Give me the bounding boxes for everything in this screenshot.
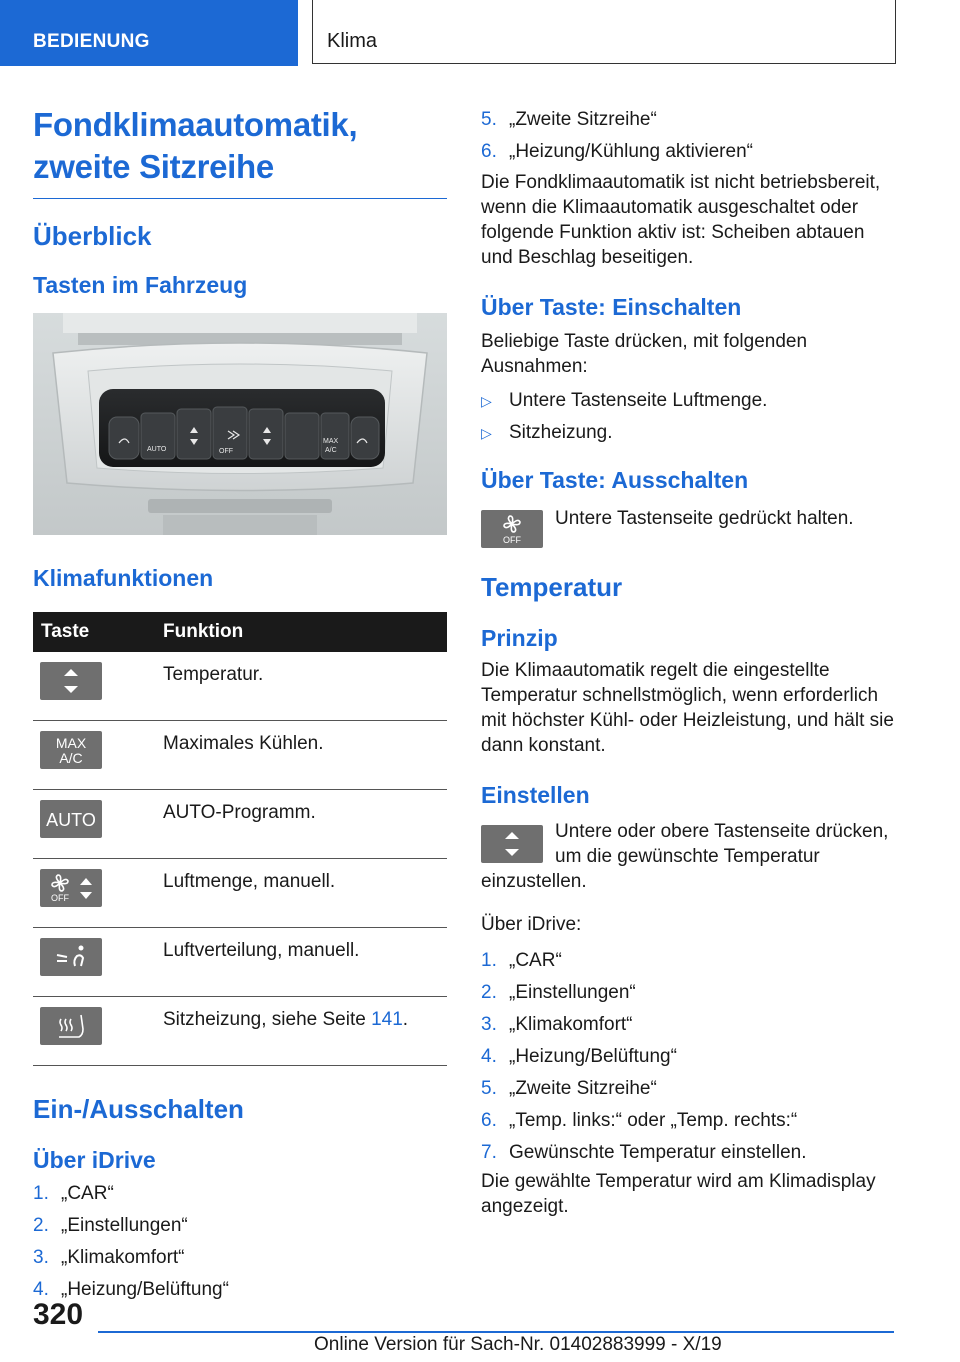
list-item bbox=[481, 417, 901, 449]
off-heading: Über Taste: Ausschalten bbox=[481, 467, 749, 493]
idrive-steps-list bbox=[33, 1178, 447, 1306]
ac-label: A/C bbox=[59, 750, 83, 766]
list-item bbox=[481, 104, 901, 136]
step-number: 6. bbox=[481, 1110, 497, 1131]
col-function-header: Funktion bbox=[163, 612, 447, 652]
temperature-arrows-icon bbox=[481, 825, 543, 863]
step-number: 6. bbox=[481, 141, 497, 162]
col-key-header: Taste bbox=[33, 612, 163, 652]
page-number: 320 bbox=[33, 1298, 84, 1331]
table-header-row bbox=[33, 612, 447, 652]
table-row bbox=[33, 928, 447, 997]
principle-heading: Prinzip bbox=[481, 625, 558, 651]
step-number: 3. bbox=[481, 1014, 497, 1035]
temperature-heading: Temperatur bbox=[481, 572, 623, 602]
off-label: OFF bbox=[51, 893, 69, 903]
function-text: AUTO-Programm. bbox=[163, 802, 316, 823]
fan-off-icon bbox=[481, 510, 543, 548]
page-title-line1: Fondklimaautomatik, bbox=[33, 106, 358, 143]
step-number: 4. bbox=[33, 1279, 49, 1300]
step-number: 3. bbox=[33, 1247, 49, 1268]
principle-paragraph: Die Klimaautomatik regelt die eingestellte Temperatur schnellstmöglich, wenn erforderlich mit höchster Kühl- oder Heizleistung, und hält sie dann konstant. bbox=[481, 660, 894, 756]
via-idrive-label: Über iDrive: bbox=[481, 914, 582, 935]
table-row bbox=[33, 721, 447, 790]
list-item bbox=[481, 945, 901, 977]
seat-heating-icon bbox=[40, 1007, 102, 1045]
adjust-instruction bbox=[481, 819, 901, 894]
step-text: „CAR“ bbox=[509, 950, 562, 971]
auto-label: AUTO bbox=[46, 810, 96, 830]
idrive-steps-continued bbox=[481, 104, 901, 168]
list-item bbox=[481, 1137, 901, 1169]
step-text: „Klimakomfort“ bbox=[509, 1014, 633, 1035]
step-number: 1. bbox=[33, 1183, 49, 1204]
list-item bbox=[481, 1041, 901, 1073]
step-text: „Heizung/Kühlung aktivieren“ bbox=[509, 141, 753, 162]
bullet-triangle-icon: ▷ bbox=[481, 425, 492, 441]
adjust-steps-list bbox=[481, 945, 901, 1169]
list-item bbox=[481, 1009, 901, 1041]
idrive-heading: Über iDrive bbox=[33, 1147, 156, 1173]
climate-functions-table bbox=[33, 612, 447, 1066]
page-title-line2: zweite Sitzreihe bbox=[33, 148, 274, 185]
list-item bbox=[481, 1105, 901, 1137]
page-title bbox=[33, 104, 447, 199]
temperature-arrows-icon bbox=[40, 662, 102, 700]
off-label: OFF bbox=[503, 535, 521, 545]
list-item bbox=[33, 1242, 447, 1274]
list-item bbox=[33, 1210, 447, 1242]
function-text: Maximales Kühlen. bbox=[163, 733, 324, 754]
rear-climate-panel-photo bbox=[33, 313, 447, 535]
seat-heating-text: Sitzheizung, siehe Seite bbox=[163, 1009, 372, 1030]
adjust-paragraph: Untere oder obere Tastenseite drücken, um die gewünschte Temperatur einzustellen. bbox=[481, 821, 889, 892]
table-row bbox=[33, 790, 447, 859]
function-text: Luftmenge, manuell. bbox=[163, 871, 336, 892]
step-number: 2. bbox=[33, 1215, 49, 1236]
on-heading: Über Taste: Einschalten bbox=[481, 294, 742, 320]
step-text: „Zweite Sitzreihe“ bbox=[509, 109, 657, 130]
list-item bbox=[481, 977, 901, 1009]
bullet-text: Sitzheizung. bbox=[509, 422, 613, 443]
overview-heading: Überblick bbox=[33, 221, 152, 251]
table-row bbox=[33, 859, 447, 928]
on-paragraph: Beliebige Taste drücken, mit folgenden Ausnahmen: bbox=[481, 331, 808, 377]
right-column bbox=[481, 104, 901, 1219]
step-text: „Klimakomfort“ bbox=[61, 1247, 185, 1268]
section-tab[interactable]: BEDIENUNG bbox=[0, 0, 298, 66]
fan-off-icon bbox=[40, 869, 102, 907]
buttons-heading: Tasten im Fahrzeug bbox=[33, 272, 248, 298]
off-paragraph: Untere Tastenseite gedrückt halten. bbox=[555, 508, 854, 529]
bullet-triangle-icon: ▷ bbox=[481, 393, 492, 409]
panel-auto-label: AUTO bbox=[147, 446, 167, 453]
list-item bbox=[33, 1274, 447, 1306]
exceptions-list bbox=[481, 385, 901, 449]
step-text: „Heizung/Belüftung“ bbox=[61, 1279, 229, 1300]
footer-divider bbox=[98, 1331, 894, 1333]
step-number: 1. bbox=[481, 950, 497, 971]
list-item bbox=[33, 1178, 447, 1210]
display-paragraph: Die gewählte Temperatur wird am Klimadisplay angezeigt. bbox=[481, 1171, 876, 1217]
step-text: „CAR“ bbox=[61, 1183, 114, 1204]
step-number: 5. bbox=[481, 109, 497, 130]
panel-max-label: MAX bbox=[323, 438, 339, 445]
table-row bbox=[33, 997, 447, 1066]
step-text: „Einstellungen“ bbox=[509, 982, 636, 1003]
auto-icon bbox=[40, 800, 102, 838]
table-row bbox=[33, 652, 447, 721]
list-item bbox=[481, 1073, 901, 1105]
bullet-text: Untere Tastenseite Luftmenge. bbox=[509, 390, 768, 411]
step-number: 5. bbox=[481, 1078, 497, 1099]
list-item bbox=[481, 136, 901, 168]
step-number: 4. bbox=[481, 1046, 497, 1067]
function-text: Temperatur. bbox=[163, 664, 264, 685]
step-number: 7. bbox=[481, 1142, 497, 1163]
list-item bbox=[481, 385, 901, 417]
off-instruction bbox=[481, 506, 901, 554]
step-text: Gewünschte Temperatur einstellen. bbox=[509, 1142, 807, 1163]
step-text: „Temp. links:“ oder „Temp. rechts:“ bbox=[509, 1110, 798, 1131]
step-number: 2. bbox=[481, 982, 497, 1003]
max-ac-icon bbox=[40, 731, 102, 769]
air-distribution-icon bbox=[40, 938, 102, 976]
panel-off-label: OFF bbox=[219, 448, 233, 455]
seat-heating-period: . bbox=[402, 1009, 409, 1030]
left-column bbox=[33, 104, 447, 1306]
not-ready-paragraph: Die Fondklimaautomatik ist nicht betriebsbereit, wenn die Klimaautomatik ausgeschaltet oder folgende Funktion aktiv ist: Scheiben abtauen und Beschlag beseitigen. bbox=[481, 172, 881, 268]
onoff-heading: Ein-/Ausschalten bbox=[33, 1094, 244, 1124]
chapter-title: Klima bbox=[312, 0, 896, 64]
step-text: „Zweite Sitzreihe“ bbox=[509, 1078, 657, 1099]
function-text: Luftverteilung, manuell. bbox=[163, 940, 360, 961]
functions-heading: Klimafunktionen bbox=[33, 565, 214, 591]
online-version-text: Online Version für Sach-Nr. 01402883999 - X/19 bbox=[314, 1334, 722, 1355]
adjust-heading: Einstellen bbox=[481, 782, 590, 808]
step-text: „Heizung/Belüftung“ bbox=[509, 1046, 677, 1067]
function-text bbox=[163, 1007, 447, 1032]
panel-ac-label: A/C bbox=[325, 447, 337, 454]
max-label: MAX bbox=[55, 735, 87, 751]
page-link-141[interactable]: 141 bbox=[371, 1009, 403, 1030]
step-text: „Einstellungen“ bbox=[61, 1215, 188, 1236]
